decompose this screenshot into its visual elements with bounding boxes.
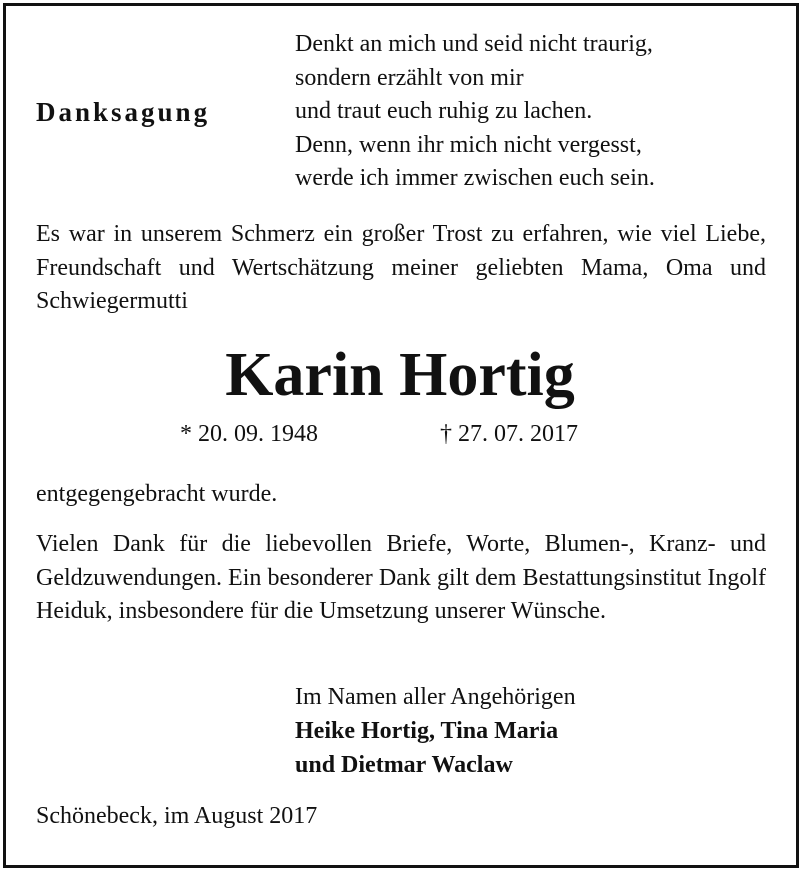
death-date: † 27. 07. 2017 [440,421,578,447]
conveyed-line: entgegengebracht wurde. [36,481,278,507]
signature-names: Heike Hortig, Tina Maria [295,718,559,744]
thanks-paragraph: Vielen Dank für die liebevollen Briefe, Worte, Blumen-, Kranz- und Geldzuwendungen. Ein besonderer Dank gilt dem Bestattungsinstitut Ingolf Heiduk, insbesondere für die Umsetzung unserer Wünsche. [36,531,766,624]
signature-names-continued: und Dietmar Waclaw [295,752,513,778]
poem-line: Denn, wenn ihr mich nicht vergesst, [295,131,642,158]
poem-line: und traut euch ruhig zu lachen. [295,98,593,124]
place-date: Schönebeck, im August 2017 [36,803,318,829]
poem-line: Denkt an mich und seid nicht traurig, [295,31,653,57]
notice-heading: Danksagung [36,97,211,127]
intro-paragraph: Es war in unserem Schmerz ein großer Trost zu erfahren, wie viel Liebe, Freundschaft und Wertschätzung meiner geliebten Mama, Oma und Schwiegermutti [36,221,766,314]
poem [295,28,655,196]
birth-date: * 20. 09. 1948 [180,421,318,447]
signature-intro: Im Namen aller Angehörigen [295,684,576,710]
deceased-name: Karin Hortig [225,341,575,409]
poem-line: werde ich immer zwischen euch sein. [295,165,655,191]
signature-block [295,680,576,782]
poem-line: sondern erzählt von mir [295,64,524,91]
